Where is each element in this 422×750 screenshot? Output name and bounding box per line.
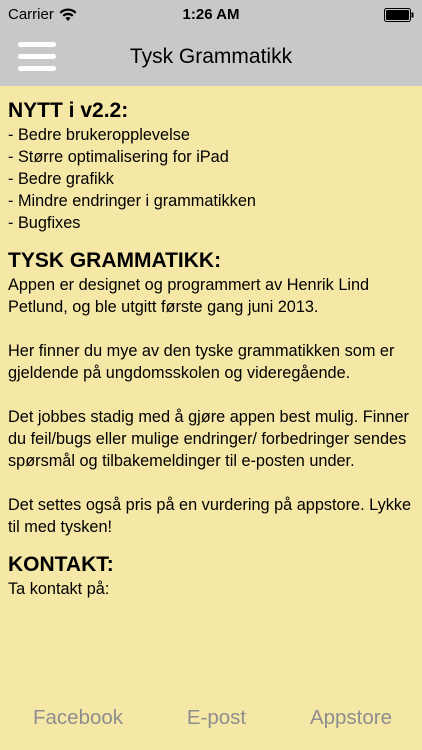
facebook-button[interactable]: Facebook — [33, 706, 124, 729]
about-paragraph: Det settes også pris på en vurdering på appstore. Lykke til med tysken! — [8, 496, 412, 536]
about-paragraph: Appen er designet og programmert av Henrik Lind Petlund, og ble utgitt første gang juni 2013. — [8, 276, 370, 316]
hamburger-menu-icon[interactable] — [18, 42, 56, 72]
status-time: 1:26 AM — [182, 6, 240, 23]
email-button[interactable]: E-post — [186, 706, 247, 729]
status-bar — [0, 0, 422, 30]
about-paragraph: Her finner du mye av den tyske grammatikken som er gjeldende på ungdomsskolen og videregående. — [8, 342, 395, 382]
battery-icon — [384, 8, 414, 22]
carrier-label: Carrier — [8, 6, 54, 23]
page-title: Tysk Grammatikk — [129, 45, 293, 68]
appstore-button[interactable]: Appstore — [309, 706, 392, 729]
whats-new-section — [8, 98, 416, 234]
contact-section — [8, 552, 416, 600]
list-item: - Bedre brukeropplevelse — [8, 126, 190, 144]
about-section — [8, 248, 416, 538]
whats-new-title: NYTT i v2.2: — [8, 99, 129, 122]
contact-link-bar — [0, 700, 422, 736]
main-content — [8, 98, 416, 614]
list-item: - Bugfixes — [8, 214, 81, 232]
whats-new-list — [8, 124, 416, 234]
contact-text: Ta kontakt på: — [8, 580, 110, 598]
list-item: - Bedre grafikk — [8, 170, 114, 188]
contact-title: KONTAKT: — [8, 553, 114, 576]
list-item: - Større optimalisering for iPad — [8, 148, 229, 166]
navigation-bar — [0, 30, 422, 86]
about-title: TYSK GRAMMATIKK: — [8, 249, 222, 272]
about-paragraph: Det jobbes stadig med å gjøre appen best mulig. Finner du feil/bugs eller mulige endringer/ forbedringer sendes spørsmål og tilbakemeldinger til e-posten under. — [8, 408, 409, 470]
list-item: - Mindre endringer i grammatikken — [8, 192, 256, 210]
